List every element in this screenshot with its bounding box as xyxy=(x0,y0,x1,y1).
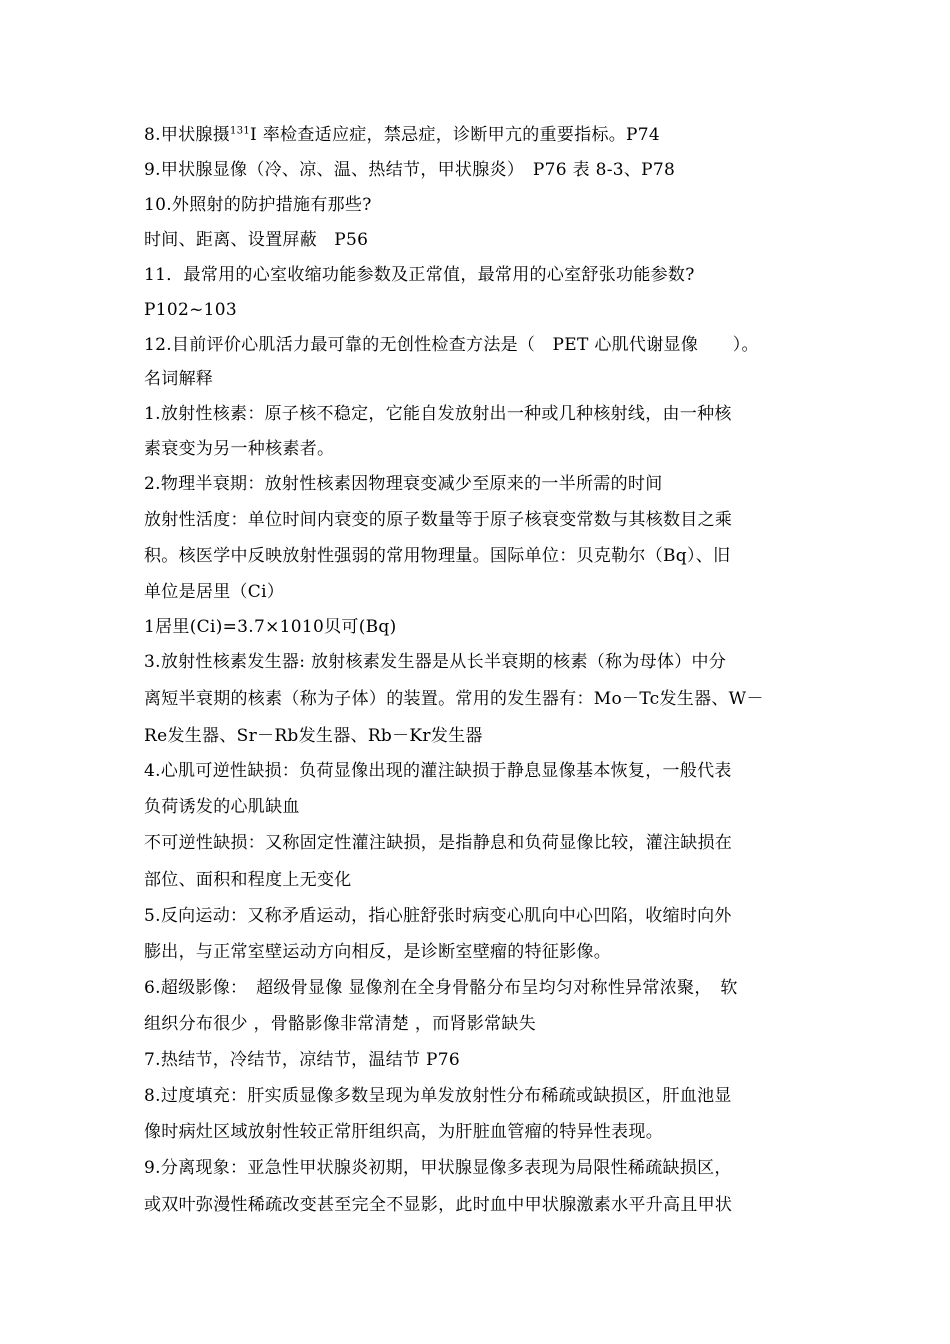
text-line-16: 3.放射性核素发生器: 放射核素发生器是从长半衰期的核素（称为母体）中分 xyxy=(144,652,727,672)
text-line-1: 8.甲状腺摄$^{131}$I 率检查适应症，禁忌症，诊断甲亢的重要指标。P74 xyxy=(144,125,661,145)
text-line-25: 6.超级影像： 超级骨显像 显像剂在全身骨骼分布呈均匀对称性异常浓聚， 软 xyxy=(144,978,738,998)
text-line-23: 5.反向运动：又称矛盾运动，指心脏舒张时病变心肌向中心凹陷，收缩时向外 xyxy=(144,906,732,926)
text-line-11: 2.物理半衰期：放射性核素因物理衰变减少至原来的一半所需的时间 xyxy=(144,474,663,494)
text-line-7: 12.目前评价心肌活力最可靠的无创性检查方法是（ PET 心肌代谢显像 ）。 xyxy=(144,335,759,355)
text-line-18: Re发生器、Sr－Rb发生器、Rb－Kr发生器 xyxy=(144,726,483,746)
text-line-5: 11．最常用的心室收缩功能参数及正常值，最常用的心室舒张功能参数? xyxy=(144,265,695,285)
text-line-29: 像时病灶区域放射性较正常肝组织高，为肝脏血管瘤的特异性表现。 xyxy=(144,1122,663,1142)
text-line-31: 或双叶弥漫性稀疏改变甚至完全不显影，此时血中甲状腺激素水平升高且甲状 xyxy=(144,1195,733,1215)
text-line-15: 1居里(Ci)=3.7×1010贝可(Bq) xyxy=(144,617,397,637)
text-line-24: 膨出，与正常室壁运动方向相反，是诊断室壁瘤的特征影像。 xyxy=(144,942,612,962)
text-line-13: 积。核医学中反映放射性强弱的常用物理量。国际单位：贝克勒尔（Bq）、旧 xyxy=(144,546,731,566)
text-line-6: P102~103 xyxy=(144,300,237,320)
text-line-10: 素衰变为另一种核素者。 xyxy=(144,439,335,459)
section-heading: 名词解释 xyxy=(144,369,214,389)
text-line-14: 单位是居里（Ci） xyxy=(144,582,285,602)
text-line-20: 负荷诱发的心肌缺血 xyxy=(144,797,300,817)
text-line-2: 9.甲状腺显像（冷、凉、温、热结节，甲状腺炎） P76 表 8-3、P78 xyxy=(144,160,676,180)
text-line-9: 1.放射性核素：原子核不稳定，它能自发放射出一种或几种核射线，由一种核 xyxy=(144,404,732,424)
text-line-27: 7.热结节，冷结节，凉结节，温结节 P76 xyxy=(144,1050,460,1070)
text-line-4: 时间、距离、设置屏蔽 P56 xyxy=(144,230,369,250)
text-line-30: 9.分离现象：亚急性甲状腺炎初期，甲状腺显像多表现为局限性稀疏缺损区， xyxy=(144,1158,732,1178)
text-line-26: 组织分布很少 ，骨骼影像非常清楚 ，而肾影常缺失 xyxy=(144,1014,537,1034)
text-line-22: 部位、面积和程度上无变化 xyxy=(144,870,352,890)
text-line-3: 10.外照射的防护措施有那些? xyxy=(144,195,372,215)
text-line-17: 离短半衰期的核素（称为子体）的装置。常用的发生器有：Mo－Tc发生器、W－ xyxy=(144,689,764,709)
text-line-21: 不可逆性缺损：又称固定性灌注缺损，是指静息和负荷显像比较，灌注缺损在 xyxy=(144,833,733,853)
text-line-19: 4.心肌可逆性缺损：负荷显像出现的灌注缺损于静息显像基本恢复，一般代表 xyxy=(144,761,732,781)
text-line-28: 8.过度填充：肝实质显像多数呈现为单发放射性分布稀疏或缺损区，肝血池显 xyxy=(144,1086,732,1106)
text-line-12: 放射性活度：单位时间内衰变的原子数量等于原子核衰变常数与其核数目之乘 xyxy=(144,510,733,530)
